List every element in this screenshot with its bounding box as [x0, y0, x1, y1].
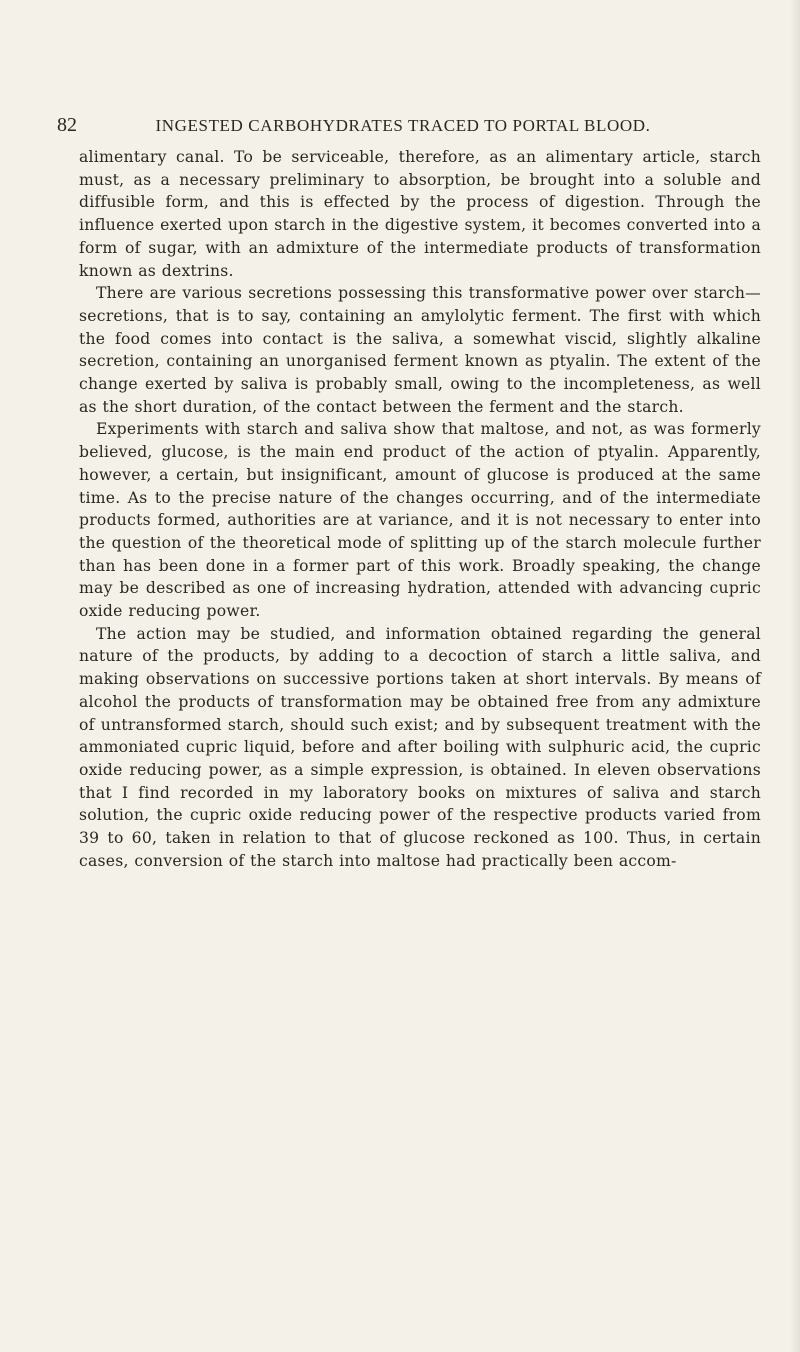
paragraph-continued: alimentary canal. To be serviceable, therefore, as an alimentary article, starch must, as a necessary preliminary to absorption, be brought into a soluble and diffusible form, and this is effected by the process of digestion. Through the influence exerted upon starch in the digestive system, it becomes converted into a form of sugar, with an admixture of the intermediate products of transformation known as dextrins. [79, 148, 761, 280]
text-body [79, 146, 761, 873]
page-edge-shadow [790, 0, 800, 1352]
paragraph-action: The action may be studied, and information obtained regarding the general nature of the products, by adding to a decoction of starch a little saliva, and making observations on successive portions taken at short intervals. By means of alcohol the products of transformation may be obtained free from any admixture of untransformed starch, should such exist; and by subsequent treatment with the ammoniated cupric liquid, before and after boiling with sulphuric acid, the cupric oxide reducing power, as a simple expression, is obtained. In eleven observations that I find recorded in my laboratory books on mixtures of saliva and starch solution, the cupric oxide reducing power of the respective products varied from 39 to 60, taken in relation to that of glucose reckoned as 100. Thus, in certain cases, conversion of the starch into maltose had practically been accom- [79, 624, 761, 870]
running-title: INGESTED CARBOHYDRATES TRACED TO PORTAL BLOOD. [155, 116, 651, 135]
page-number: 82 [57, 114, 77, 136]
paragraph-experiments: Experiments with starch and saliva show that maltose, and not, as was formerly believed, glucose, is the main end product of the action of ptyalin. Apparently, however, a certain, but insignificant, amount of glucose is produced at the same time. As to the precise nature of the changes occurring, and of the intermediate products formed, authorities are at variance, and it is not necessary to enter into the question of the theoretical mode of splitting up of the starch molecule further than has been done in a former part of this work. Broadly speaking, the change may be described as one of increasing hydration, attended with advancing cupric oxide reducing power. [79, 420, 761, 621]
page-header [57, 114, 757, 137]
paragraph-secretions: There are various secretions possessing this transformative power over starch—secretions, that is to say, containing an amylolytic ferment. The first with which the food comes into contact is the saliva, a somewhat viscid, slightly alkaline secretion, containing an unorganised ferment known as ptyalin. The extent of the change exerted by saliva is probably small, owing to the incompleteness, as well as the short duration, of the contact between the ferment and the starch. [79, 284, 761, 416]
